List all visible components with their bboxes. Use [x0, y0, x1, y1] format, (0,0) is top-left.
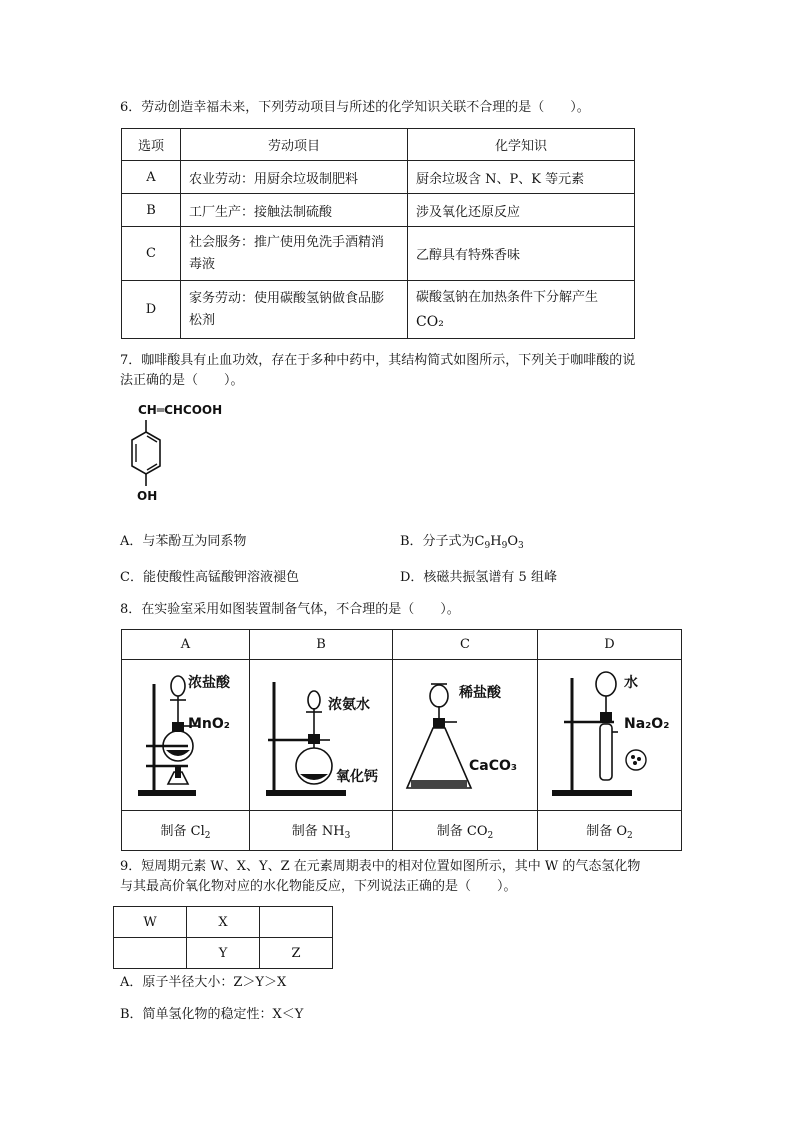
q9-stem-line1: 9．短周期元素 W、X、Y、Z 在元素周期表中的相对位置如图所示，其中 W 的气态氢化物 — [120, 859, 641, 874]
q6-row-item-line1: 家务劳动：使用碳酸氢钠做食品膨 — [189, 290, 385, 306]
benzene-ring-structure — [120, 414, 180, 494]
q8-footer-d: 制备 $O_2$ — [538, 811, 682, 851]
q6-row-knowledge-line1: 碳酸氢钠在加热条件下分解产生 — [416, 289, 599, 305]
grid-cell: Y — [187, 938, 260, 969]
grid-cell — [114, 938, 187, 969]
q6-row-knowledge: 厨余垃圾含 N、P、K 等元素 — [408, 161, 635, 194]
label-na2o2: Na₂O₂ — [624, 716, 670, 732]
q6-row-item-line2: 毒液 — [189, 256, 216, 272]
grid-cell: Z — [260, 938, 333, 969]
q6-row-option: D — [122, 281, 181, 339]
label-conc-ammonia: 浓氨水 — [328, 697, 370, 713]
q6-row-item: 工厂生产：接触法制硫酸 — [181, 194, 408, 227]
apparatus-d — [538, 660, 682, 811]
q6-row-item — [181, 227, 408, 281]
grid-cell: W — [114, 907, 187, 938]
q8-table — [121, 629, 682, 851]
table-row — [122, 281, 635, 339]
table-row — [122, 194, 635, 227]
q6-row-knowledge-line2: CO₂ — [416, 313, 444, 330]
label-caco3: CaCO₃ — [469, 758, 518, 774]
label-dilute-hcl: 稀盐酸 — [459, 685, 501, 701]
q6-header-option: 选项 — [122, 129, 181, 161]
q9-stem-line2: 与其最高价氧化物对应的水化物能反应，下列说法正确的是（ ）。 — [120, 879, 517, 894]
q6-table — [121, 128, 635, 339]
structure-bottom-label: OH — [137, 489, 158, 503]
q6-row-knowledge: 涉及氧化还原反应 — [408, 194, 635, 227]
q6-stem: 6．劳动创造幸福未来，下列劳动项目与所述的化学知识关联不合理的是（ ）。 — [120, 100, 590, 115]
label-mno2: MnO₂ — [188, 716, 230, 732]
apparatus-b — [250, 660, 393, 811]
q8-footer-a: 制备 $Cl_2$ — [122, 811, 250, 851]
q7-option-b: B．分子式为$C_9H_9O_3$ — [400, 534, 524, 551]
q9-option-a: A．原子半径大小：Z＞Y＞X — [120, 975, 287, 990]
q8-footer-c: 制备 $CO_2$ — [393, 811, 538, 851]
q7-option-d: D．核磁共振氢谱有 5 组峰 — [400, 570, 557, 585]
table-row — [122, 161, 635, 194]
q8-footer-b: 制备 $NH_3$ — [250, 811, 393, 851]
apparatus-c — [393, 660, 538, 811]
q8-header-d: D — [538, 630, 682, 660]
label-calcium-oxide: 氧化钙 — [336, 769, 378, 785]
q6-row-knowledge — [408, 281, 635, 339]
label-conc-hcl: 浓盐酸 — [188, 675, 230, 691]
q6-row-option: A — [122, 161, 181, 194]
periodic-grid — [113, 906, 333, 969]
structure-top-label: CH═CHCOOH — [138, 403, 223, 417]
q6-header-item: 劳动项目 — [181, 129, 408, 161]
table-row — [122, 227, 635, 281]
q6-row-knowledge: 乙醇具有特殊香味 — [408, 227, 635, 281]
label-water: 水 — [624, 675, 638, 691]
q8-stem: 8．在实验室采用如图装置制备气体，不合理的是（ ）。 — [120, 602, 460, 617]
q8-header-b: B — [250, 630, 393, 660]
q6-row-item — [181, 281, 408, 339]
grid-cell: X — [187, 907, 260, 938]
q6-row-item-line2: 松剂 — [189, 312, 216, 328]
grid-cell — [260, 907, 333, 938]
apparatus-a — [122, 660, 250, 811]
q6-header-knowledge: 化学知识 — [408, 129, 635, 161]
q7-option-a: A．与苯酚互为同系物 — [120, 534, 247, 549]
q6-row-item-line1: 社会服务：推广使用免洗手酒精消 — [189, 234, 385, 250]
q6-row-option: B — [122, 194, 181, 227]
q7-stem-line2: 法正确的是（ ）。 — [120, 373, 244, 388]
q9-option-b: B．简单氢化物的稳定性：X＜Y — [120, 1007, 304, 1022]
q8-header-a: A — [122, 630, 250, 660]
q7-option-c: C．能使酸性高锰酸钾溶液褪色 — [120, 570, 299, 585]
q6-row-option: C — [122, 227, 181, 281]
q8-header-c: C — [393, 630, 538, 660]
q7-stem-line1: 7．咖啡酸具有止血功效，存在于多种中药中，其结构简式如图所示，下列关于咖啡酸的说 — [120, 353, 636, 368]
q6-row-item: 农业劳动：用厨余垃圾制肥料 — [181, 161, 408, 194]
